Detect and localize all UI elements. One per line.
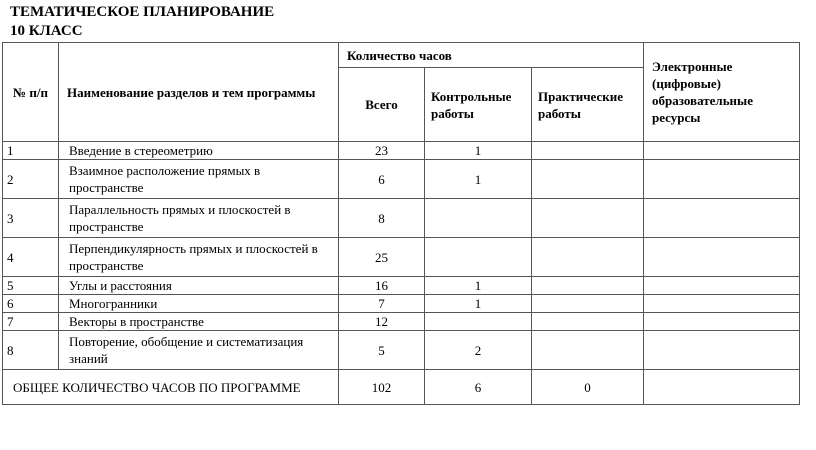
row-num: 6: [3, 295, 59, 313]
row-total: 7: [339, 295, 425, 313]
row-control: 2: [425, 331, 532, 370]
row-practical: [532, 331, 644, 370]
row-resources: [644, 199, 800, 238]
row-num: 7: [3, 313, 59, 331]
row-resources: [644, 160, 800, 199]
total-label: ОБЩЕЕ КОЛИЧЕСТВО ЧАСОВ ПО ПРОГРАММЕ: [3, 370, 339, 405]
title-line-1: ТЕМАТИЧЕСКОЕ ПЛАНИРОВАНИЕ: [10, 4, 275, 20]
row-practical: [532, 295, 644, 313]
row-control: 1: [425, 142, 532, 160]
table-header-row: [3, 43, 800, 68]
header-practical: Практические работы: [532, 68, 644, 142]
header-name: Наименование разделов и тем программы: [59, 43, 339, 142]
header-hours: Количество часов: [339, 43, 644, 68]
row-practical: [532, 160, 644, 199]
row-practical: [532, 199, 644, 238]
header-resources: Электронные (цифровые) образовательные ресурсы: [644, 43, 800, 142]
row-num: 1: [3, 142, 59, 160]
row-control: [425, 238, 532, 277]
row-resources: [644, 295, 800, 313]
row-total: 16: [339, 277, 425, 295]
row-practical: [532, 238, 644, 277]
row-total: 6: [339, 160, 425, 199]
row-name: Углы и расстояния: [59, 277, 339, 295]
row-num: 4: [3, 238, 59, 277]
row-resources: [644, 331, 800, 370]
table-row: [3, 277, 800, 295]
header-total: Всего: [339, 68, 425, 142]
row-practical: [532, 277, 644, 295]
header-control: Контрольные работы: [425, 68, 532, 142]
table-row: [3, 199, 800, 238]
title-line-2: 10 КЛАСС: [10, 23, 83, 39]
row-name: Многогранники: [59, 295, 339, 313]
row-name: Взаимное расположение прямых в пространстве: [59, 160, 339, 199]
row-name: Повторение, обобщение и систематизация знаний: [59, 331, 339, 370]
table-row: [3, 313, 800, 331]
row-total: 25: [339, 238, 425, 277]
row-num: 3: [3, 199, 59, 238]
table-row: [3, 142, 800, 160]
row-control: 1: [425, 295, 532, 313]
row-control: 1: [425, 160, 532, 199]
total-practical: 0: [532, 370, 644, 405]
row-control: [425, 313, 532, 331]
row-total: 23: [339, 142, 425, 160]
row-num: 5: [3, 277, 59, 295]
total-control: 6: [425, 370, 532, 405]
table-row: [3, 331, 800, 370]
row-name: Векторы в пространстве: [59, 313, 339, 331]
total-hours: 102: [339, 370, 425, 405]
table-total-row: [3, 370, 800, 405]
row-total: 8: [339, 199, 425, 238]
row-name: Введение в стереометрию: [59, 142, 339, 160]
row-resources: [644, 313, 800, 331]
row-num: 2: [3, 160, 59, 199]
row-num: 8: [3, 331, 59, 370]
row-total: 5: [339, 331, 425, 370]
row-resources: [644, 238, 800, 277]
header-num: № п/п: [3, 43, 59, 142]
table-row: [3, 160, 800, 199]
table-row: [3, 238, 800, 277]
row-control: 1: [425, 277, 532, 295]
row-practical: [532, 313, 644, 331]
row-resources: [644, 142, 800, 160]
row-total: 12: [339, 313, 425, 331]
row-name: Параллельность прямых и плоскостей в пространстве: [59, 199, 339, 238]
row-practical: [532, 142, 644, 160]
row-name: Перпендикулярность прямых и плоскостей в пространстве: [59, 238, 339, 277]
table-row: [3, 295, 800, 313]
row-resources: [644, 277, 800, 295]
total-resources: [644, 370, 800, 405]
page-title: [10, 3, 274, 41]
planning-table: [2, 42, 800, 405]
row-control: [425, 199, 532, 238]
